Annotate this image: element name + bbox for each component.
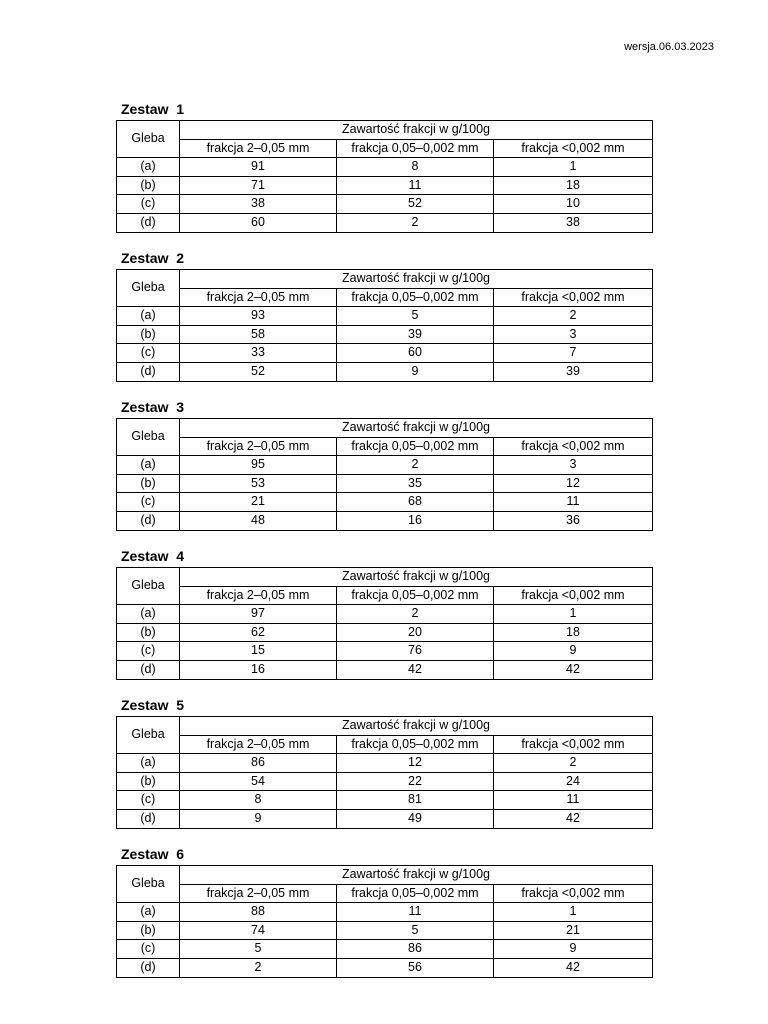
- table-row: [117, 921, 653, 940]
- fraction-table: [116, 567, 653, 680]
- soil-label: (c): [117, 344, 180, 363]
- soil-header: Gleba: [117, 568, 180, 605]
- fraction-header-clay: frakcja <0,002 mm: [494, 437, 653, 456]
- fraction-table: [116, 120, 653, 233]
- set-block-4: [116, 548, 652, 680]
- fraction-value: 18: [494, 176, 653, 195]
- fraction-header-sand: frakcja 2–0,05 mm: [180, 139, 337, 158]
- table-row: [117, 642, 653, 661]
- fraction-value: 21: [180, 493, 337, 512]
- fraction-value: 54: [180, 772, 337, 791]
- fraction-value: 42: [337, 660, 494, 679]
- fraction-header-silt: frakcja 0,05–0,002 mm: [337, 139, 494, 158]
- table-row: [117, 958, 653, 977]
- table-row: [117, 940, 653, 959]
- fraction-value: 1: [494, 605, 653, 624]
- fraction-value: 12: [337, 754, 494, 773]
- soil-label: (c): [117, 195, 180, 214]
- table-row: [117, 605, 653, 624]
- table-subheader-row: [117, 586, 653, 605]
- table-header-row: [117, 866, 653, 885]
- fraction-header-clay: frakcja <0,002 mm: [494, 288, 653, 307]
- soil-header: Gleba: [117, 866, 180, 903]
- fraction-header-clay: frakcja <0,002 mm: [494, 139, 653, 158]
- fraction-value: 39: [337, 325, 494, 344]
- fraction-value: 9: [180, 809, 337, 828]
- version-label: wersja.06.03.2023: [624, 41, 714, 53]
- soil-label: (c): [117, 940, 180, 959]
- fraction-value: 8: [337, 158, 494, 177]
- fraction-value: 42: [494, 809, 653, 828]
- fraction-value: 52: [337, 195, 494, 214]
- fraction-value: 18: [494, 623, 653, 642]
- fraction-value: 9: [494, 940, 653, 959]
- fraction-value: 11: [337, 176, 494, 195]
- table-row: [117, 456, 653, 475]
- group-header: Zawartość frakcji w g/100g: [180, 717, 653, 736]
- fraction-header-clay: frakcja <0,002 mm: [494, 586, 653, 605]
- fraction-value: 24: [494, 772, 653, 791]
- set-title: Zestaw 5: [121, 697, 185, 713]
- fraction-value: 5: [337, 921, 494, 940]
- soil-header: Gleba: [117, 270, 180, 307]
- fraction-value: 74: [180, 921, 337, 940]
- table-header-row: [117, 121, 653, 140]
- fraction-value: 42: [494, 660, 653, 679]
- group-header: Zawartość frakcji w g/100g: [180, 866, 653, 885]
- fraction-value: 86: [337, 940, 494, 959]
- table-row: [117, 809, 653, 828]
- soil-label: (b): [117, 772, 180, 791]
- fraction-value: 7: [494, 344, 653, 363]
- set-block-6: [116, 846, 652, 978]
- set-block-5: [116, 697, 652, 829]
- table-subheader-row: [117, 884, 653, 903]
- soil-label: (c): [117, 642, 180, 661]
- fraction-table: [116, 418, 653, 531]
- soil-header: Gleba: [117, 717, 180, 754]
- fraction-value: 36: [494, 511, 653, 530]
- fraction-value: 3: [494, 325, 653, 344]
- fraction-header-sand: frakcja 2–0,05 mm: [180, 586, 337, 605]
- table-row: [117, 511, 653, 530]
- fraction-value: 2: [337, 605, 494, 624]
- fraction-value: 56: [337, 958, 494, 977]
- table-subheader-row: [117, 437, 653, 456]
- fraction-value: 11: [494, 791, 653, 810]
- fraction-value: 60: [337, 344, 494, 363]
- fraction-value: 81: [337, 791, 494, 810]
- fraction-value: 2: [337, 456, 494, 475]
- soil-label: (c): [117, 791, 180, 810]
- fraction-header-sand: frakcja 2–0,05 mm: [180, 735, 337, 754]
- fraction-value: 15: [180, 642, 337, 661]
- fraction-value: 71: [180, 176, 337, 195]
- table-row: [117, 176, 653, 195]
- fraction-value: 97: [180, 605, 337, 624]
- table-row: [117, 307, 653, 326]
- table-header-row: [117, 568, 653, 587]
- fraction-value: 38: [494, 213, 653, 232]
- soil-label: (b): [117, 325, 180, 344]
- soil-label: (a): [117, 158, 180, 177]
- fraction-value: 5: [337, 307, 494, 326]
- fraction-value: 5: [180, 940, 337, 959]
- fraction-value: 52: [180, 362, 337, 381]
- fraction-value: 49: [337, 809, 494, 828]
- soil-header: Gleba: [117, 121, 180, 158]
- fraction-value: 62: [180, 623, 337, 642]
- fraction-value: 91: [180, 158, 337, 177]
- fraction-value: 33: [180, 344, 337, 363]
- table-row: [117, 754, 653, 773]
- fraction-value: 60: [180, 213, 337, 232]
- fraction-value: 11: [337, 903, 494, 922]
- fraction-value: 8: [180, 791, 337, 810]
- soil-label: (c): [117, 493, 180, 512]
- fraction-value: 9: [494, 642, 653, 661]
- fraction-value: 16: [180, 660, 337, 679]
- table-row: [117, 903, 653, 922]
- soil-label: (d): [117, 660, 180, 679]
- soil-label: (a): [117, 307, 180, 326]
- fraction-value: 88: [180, 903, 337, 922]
- fraction-value: 58: [180, 325, 337, 344]
- set-title: Zestaw 1: [121, 101, 185, 117]
- fraction-header-sand: frakcja 2–0,05 mm: [180, 288, 337, 307]
- fraction-value: 16: [337, 511, 494, 530]
- soil-header: Gleba: [117, 419, 180, 456]
- table-header-row: [117, 419, 653, 438]
- set-title: Zestaw 4: [121, 548, 185, 564]
- fraction-value: 12: [494, 474, 653, 493]
- fraction-table: [116, 865, 653, 978]
- soil-label: (d): [117, 213, 180, 232]
- soil-label: (d): [117, 809, 180, 828]
- table-row: [117, 344, 653, 363]
- fraction-value: 39: [494, 362, 653, 381]
- soil-label: (a): [117, 605, 180, 624]
- fraction-value: 21: [494, 921, 653, 940]
- fraction-value: 2: [494, 307, 653, 326]
- fraction-value: 2: [494, 754, 653, 773]
- fraction-value: 2: [337, 213, 494, 232]
- table-subheader-row: [117, 288, 653, 307]
- soil-label: (b): [117, 623, 180, 642]
- set-title: Zestaw 3: [121, 399, 185, 415]
- fraction-value: 48: [180, 511, 337, 530]
- table-row: [117, 493, 653, 512]
- set-block-2: [116, 250, 652, 382]
- table-row: [117, 195, 653, 214]
- set-title: Zestaw 6: [121, 846, 185, 862]
- fraction-header-clay: frakcja <0,002 mm: [494, 884, 653, 903]
- set-block-3: [116, 399, 652, 531]
- fraction-value: 22: [337, 772, 494, 791]
- table-row: [117, 213, 653, 232]
- table-subheader-row: [117, 735, 653, 754]
- table-row: [117, 474, 653, 493]
- fraction-value: 68: [337, 493, 494, 512]
- group-header: Zawartość frakcji w g/100g: [180, 419, 653, 438]
- fraction-header-sand: frakcja 2–0,05 mm: [180, 437, 337, 456]
- fraction-value: 42: [494, 958, 653, 977]
- fraction-header-silt: frakcja 0,05–0,002 mm: [337, 586, 494, 605]
- fraction-value: 53: [180, 474, 337, 493]
- soil-label: (a): [117, 754, 180, 773]
- set-block-1: [116, 101, 652, 233]
- group-header: Zawartość frakcji w g/100g: [180, 568, 653, 587]
- group-header: Zawartość frakcji w g/100g: [180, 121, 653, 140]
- fraction-header-silt: frakcja 0,05–0,002 mm: [337, 735, 494, 754]
- fraction-value: 1: [494, 903, 653, 922]
- fraction-header-silt: frakcja 0,05–0,002 mm: [337, 437, 494, 456]
- fraction-value: 1: [494, 158, 653, 177]
- soil-label: (b): [117, 176, 180, 195]
- table-row: [117, 158, 653, 177]
- soil-label: (d): [117, 958, 180, 977]
- soil-label: (d): [117, 511, 180, 530]
- fraction-value: 38: [180, 195, 337, 214]
- fraction-value: 11: [494, 493, 653, 512]
- fraction-value: 95: [180, 456, 337, 475]
- fraction-value: 86: [180, 754, 337, 773]
- table-row: [117, 660, 653, 679]
- set-title: Zestaw 2: [121, 250, 185, 266]
- fraction-table: [116, 269, 653, 382]
- group-header: Zawartość frakcji w g/100g: [180, 270, 653, 289]
- fraction-value: 93: [180, 307, 337, 326]
- table-header-row: [117, 717, 653, 736]
- fraction-value: 3: [494, 456, 653, 475]
- table-row: [117, 325, 653, 344]
- fraction-value: 2: [180, 958, 337, 977]
- table-row: [117, 623, 653, 642]
- fraction-header-silt: frakcja 0,05–0,002 mm: [337, 288, 494, 307]
- table-row: [117, 362, 653, 381]
- table-subheader-row: [117, 139, 653, 158]
- fraction-header-sand: frakcja 2–0,05 mm: [180, 884, 337, 903]
- fraction-header-silt: frakcja 0,05–0,002 mm: [337, 884, 494, 903]
- soil-label: (b): [117, 474, 180, 493]
- soil-label: (a): [117, 456, 180, 475]
- fraction-value: 10: [494, 195, 653, 214]
- table-row: [117, 772, 653, 791]
- table-header-row: [117, 270, 653, 289]
- fraction-value: 35: [337, 474, 494, 493]
- fraction-header-clay: frakcja <0,002 mm: [494, 735, 653, 754]
- fraction-table: [116, 716, 653, 829]
- soil-label: (a): [117, 903, 180, 922]
- fraction-value: 20: [337, 623, 494, 642]
- soil-label: (b): [117, 921, 180, 940]
- fraction-value: 9: [337, 362, 494, 381]
- fraction-value: 76: [337, 642, 494, 661]
- soil-label: (d): [117, 362, 180, 381]
- table-row: [117, 791, 653, 810]
